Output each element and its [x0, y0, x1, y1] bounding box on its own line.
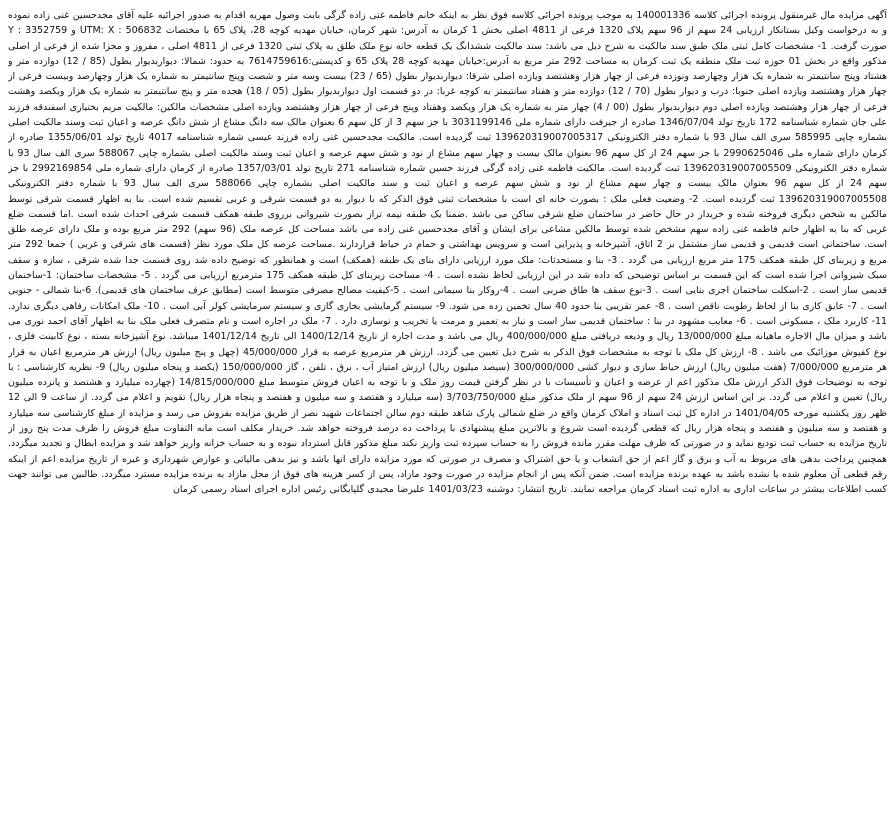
auction-notice-page: [8, 8, 887, 803]
auction-notice-text: آگهی مزایده مال غیرمنقول پرونده اجرائی کلاسه 140001336 به موجب پرونده اجرائی کلاسه فوق نظر به اینکه خانم فاطمه غنی زاده گرگی بابت وصول مهریه اقدام به صدور اجرائیه علیه آقای مجدحسین غنی زاده نموده و به درخواست وکیل بستانکار ارزیابی 24 سهم از 96 سهم پلاک 1320 فرعی از 4811 اصلی بخش 1 کرمان به آدرس: شهر کرمان، خیابان مهدیه کوچه 28، پلاک 65 با مختصات UTM: X : 506832 و Y : 3352759 صورت گرفت. 1- مشخصات کامل ثبتی ملک طبق سند مالکیت به شرح ذیل می باشد: سند مالکیت ششدانگ یک قطعه خانه نوع ملک طلق به پلاک ثبتی 1320 فرعی از 4811 اصلی ، مفروز و مجزا شده از فرعی از اصلی مذکور واقع در بخش 01 حوزه ثبت ملک منطقه یک ثبت کرمان به مساحت 292 متر مربع به آدرس:خیابان مهدیه کوچه 28 پلاک 65 و کدپستی:7614759616 به حدود: شمالا: دیواربدیوار بطول (85 / 12) دوازده متر و هشتاد وپنج سانتیمتر به شماره یک هزار وچهارصد ونوزده فرعی از چهار هزار وهشتصد ویازده اصلی شرقا: دیواربدیوار بطول (65 / 23) بیست وسه متر و شصت وپنج سانتیمتر به شماره یک هزار وچهارصد وبیست فرعی از چهار هزار وهشتصد ویازده اصلی جنوبا: درب و دیوار بطول (70 / 12) دوازده متر و هفتاد سانتیمتر به کوچه غربا: در دو قسمت اول دیواربدیوار بطول (05 / 18) هجده متر و پنج سانتیمتر به شماره یک هزار ویکصد وهشت فرعی از چهار هزار وهشتصد ویازده اصلی دوم دیواربدیوار بطول (00 / 4) چهار متر به شماره یک هزار ویکصد وهفتاد وپنج فرعی از چهار هزار وهشتصد ویازده اصلی مشخصات مالکین: مالکیت مریم بختیاری اسفندقه فرزند علی جان شماره شناسنامه 172 تاریخ تولد 1346/07/04 صادره از جیرفت دارای شماره ملی 3031199146 با جز سهم 3 از کل سهم 6 بعنوان مالک سه دانگ مشاع از شش دانگ عرصه و اعیان ثبت وسند مالکیت اصلی بشماره چاپی 585995 سری الف سال 93 با شماره دفتر الکترونیکی 139620319007005317 ثبت گردیده است. مالکیت مجدحسین غنی زاده فرزند عیسی شماره شناسنامه 4017 تاریخ تولد 1355/06/01 صادره از کرمان دارای شماره ملی 2990625046 با جز سهم 24 از کل سهم 96 بعنوان مالک بیست و چهار سهم مشاع از نود و شش سهم عرصه و اعیان ثبت وسند مالکیت اصلی بشماره چاپی 588067 سری الف سال 93 با شماره دفتر الکترونیکی 139620319007005509 ثبت گردیده است. مالکیت فاطمه غنی زاده گرگی فرزند حسین شماره شناسنامه 271 تاریخ تولد 1357/03/01 صادره از کرمان دارای شماره ملی 2992169854 با جز سهم 24 از کل سهم 96 بعنوان مالک بیست و چهار سهم مشاع از نود و شش سهم عرصه و اعیان ثبت و سند مالکیت اصلی بشماره چاپی 588066 سری الف سال 93 با شماره دفتر الکترونیکی 139620319007005508 ثبت گردیده است. 2- وضعیت فعلی ملک : بصورت خانه ای است با مشخصات ثبتی فوق الذکر که با دیوار به دو قسمت شرقی و غربی تقسیم شده است. بنا به اظهار قسمت شرقی توسط مالکین به شخص دیگری فروخته شده و خریدار در حال حاضر در ساختمان ضلع شرقی ساکن می باشد .ضمنا یک طبقه نیمه تراز بصورت شیروانی برروی طبقه همکف قسمت شرقی احداث شده است .اما قسمت ضلع غربی که بنا به اظهار خانم فاطمه غنی زاده سهم مشخص شده توسط مالکین مشاعی برای ایشان و آقای مجدحسین غنی زاده می باشد مساحت کل عرصه ملک (96 سهم) 292 متر مربع بوده و ملک دارای عرصه طلق است. ساختمانی است قدیمی و قدیمی ساز مشتمل بر 2 اتاق، آشپزخانه و پذیرایی است و سرویس بهداشتی و حمام در حیاط قراردارند .مساحت عرصه کل ملک مورد نظر (قسمت های شرقی و غربی ) جمعا 292 متر مربع و زیربنای کل طبقه همکف 175 متر مربع ارزیابی می گردد . 3- بنا و مستحدثات: ملک مورد ارزیابی دارای بنای یک طبقه (همکف) است و همانطور که توضیح داده شد روی قسمت جدا شده شرقی ، سازه و سقف سبک شیروانی اجرا شده است که این قسمت بر اساس توضیحی که داده شد در این ارزیابی لحاظ نشده است . 4- مساحت زیربنای کل طبقه همکف 175 مترمربع ارزیابی می گردد . 5- مشخصات ساختمان: 1-ساختمان قدیمی ساز است . 2-اسکلت ساختمان اجری بنایی است . 3-نوع سقف ها طاق ضربی است . 4-روکار بنا سیمانی است . 5-کیفیت مصالح مصرفی متوسط است (مطابق عرف ساختمان های قدیمی). 6-بنا شمالی - جنوبی است . 7- عایق کاری بنا از لحاظ رطوبت ناقص است . 8- عمر تقریبی بنا حدود 40 سال تخمین زده می شود. 9- سیستم گرمایشی بخاری گازی و سیستم سرمایشی کولر آبی است . 10- ملک امکانات رفاهی دیگری ندارد. 11- کاربرد ملک ، مسکونی است . 6- معایب مشهود در بنا : ساختمان قدیمی ساز است و نیاز به تعمیر و مرمت یا تخریب و نوسازی دارد . 7- ملک در اجاره است و نام متصرف فعلی ملک بنا به اظهار آقای احمد نوری می باشد و میزان مال الاجاره ماهیانه مبلغ 13/000/000 ریال و ودیعه دریافتی مبلغ 400/000/000 ریال می باشد و مدت اجاره از تاریخ 1400/12/14 الی تاریخ 1401/12/14 میباشد. نوع آشپزخانه بسته ، نوع کابینت فلزی ، نوع کفپوش موزائیک می باشد . 8- ارزش کل ملک با توجه به مشخصات فوق الذکر به شرح ذیل تعیین می گردد. ارزش هر مترمربع عرصه به قرار 45/000/000 (چهل و پنج میلیون ریال) ارزش هر مترمربع اعیان به قرار هر مترمربع 7/000/000 (هفت میلیون ریال) ارزش حیاط سازی و دیوار کشی 300/000/000 (سیصد میلیون ریال) ارزش امتیاز آب ، برق ، تلفن ، گاز 150/000/000 (یکصد و پنجاه میلیون ریال) 9- نظریه کارشناسی : با توجه به توضیحات فوق الذکر ارزش ملک مذکور اعم از عرصه و اعیان و تأسیسات با در نظر گرفتن قیمت روز ملک و با توجه به اعیان فروش متوسط مبلغ 14/815/000/000 (چهارده میلیارد و هشتصد و پانزده میلیون ریال) تعیین و اعلام می گردد. بر این اساس ارزش 24 سهم از 96 سهم از ملک مذکور مبلغ 3/703/750/000 (سه میلیارد و هفتصد و سه میلیون و هفتصد و پنجاه هزار ریال) تقویم و اعلام می گردد. از ساعت 9 الی 12 ظهر روز یکشنبه مورخه 1401/04/05 در اداره کل ثبت اسناد و املاک کرمان واقع در ضلع شمالی پارک شاهد طبقه دوم سالن اجتماعات شهید نصر از طریق مزایده بفروش می رسد و مزایده از مبلغ کارشناسی سه میلیارد و هفتصد و سه میلیون و هفتصد و پنجاه هزار ریال که قطعی گردیده است شروع و بالاترین مبلغ پیشنهادی با پرداخت ده درصد فروخته خواهد شد. خریدار مکلف است مابه التفاوت مبلغ فروش را ظرف مدت پنج روز از تاریخ مزایده به حساب ثبت تودیع نماید و در صورتی که ظرف مهلت مقرر مانده فروش را به حساب سپرده ثبت واریز نکند مبلغ مذکور قابل استرداد نبوده و به حساب خزانه واریز خواهد شد و مزایده ابطال و تجدید میگردد. همچنین پرداخت بدهی های مربوط به آب و برق و گاز اعم از حق انشعاب و یا حق اشتراک و مصرف در صورتی که مورد مزایده دارای انها باشد و نیز بدهی مالیاتی و عوارض شهرداری و غیره از تاریخ مزایده اعم از اینکه رقم قطعی آن معلوم شده یا نشده باشد به عهده برنده مزایده است. ضمن آنکه پس از انجام مزایده در صورت وجود مازاد، پس از کسر هزینه های فوق از محل مازاد به برنده مزایده مسترد میگردد. طالبین می توانند جهت کسب اطلاعات بیشتر در ساعات اداری به اداره ثبت اسناد کرمان مراجعه نمایند. تاریخ انتشار: دوشنبه 1401/03/23 علیرضا مجیدی گلپایگانی رئیس اداره اجرای اسناد رسمی کرمان: [8, 10, 887, 496]
